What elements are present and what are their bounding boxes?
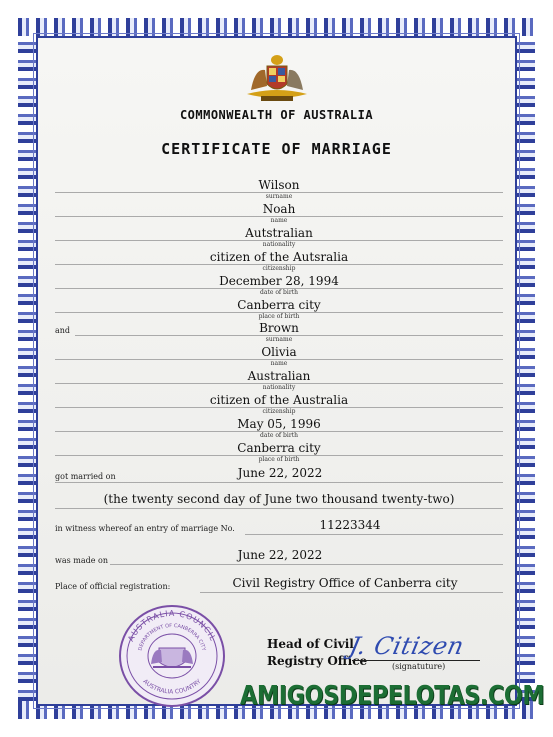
underline bbox=[245, 534, 503, 535]
underline bbox=[200, 592, 503, 593]
marriage-date: June 22, 2022 bbox=[237, 466, 323, 480]
party2-name-field bbox=[55, 345, 503, 369]
party1-surname: Wilson bbox=[258, 178, 300, 192]
party2-citizenship: citizen of the Australia bbox=[209, 393, 349, 407]
marriage-date-words: (the twenty second day of June two thousand twenty-two) bbox=[103, 492, 455, 506]
official-seal-icon bbox=[117, 604, 227, 708]
party1-surname-field bbox=[55, 178, 503, 202]
seal-bottom-text: AUSTRALIA COUNTRY bbox=[141, 678, 203, 696]
country-heading: COMMONWEALTH OF AUSTRALIA bbox=[179, 108, 374, 122]
underline bbox=[55, 482, 503, 483]
watermark-text: AMIGOSDEPELOTAS.COM bbox=[240, 681, 545, 711]
party1-citizenship-field bbox=[55, 250, 503, 274]
registration-place-label: Place of official registration: bbox=[55, 582, 171, 591]
caption: place of birth bbox=[258, 313, 300, 320]
certificate-title: CERTIFICATE OF MARRIAGE bbox=[161, 140, 392, 158]
party2-name: Olivia bbox=[261, 345, 297, 359]
caption: surname bbox=[265, 336, 293, 343]
signature-caption: (signatuture) bbox=[392, 662, 446, 671]
caption: date of birth bbox=[260, 289, 298, 296]
party1-pob-field bbox=[55, 298, 503, 322]
witness-label: in witness whereof an entry of marriage No. bbox=[55, 524, 235, 533]
party1-dob: December 28, 1994 bbox=[219, 274, 339, 288]
party2-dob-field bbox=[55, 417, 503, 441]
seal-inner-text: DEPARTMENT OF CANBERRA CITY bbox=[137, 622, 207, 652]
caption: citizenship bbox=[262, 408, 296, 415]
party2-pob: Canberra city bbox=[237, 441, 321, 455]
made-on-label: was made on bbox=[55, 556, 108, 565]
party2-dob: May 05, 1996 bbox=[237, 417, 321, 431]
signatory-title-line1: Head of Civil bbox=[267, 637, 354, 651]
party1-citizenship: citizen of the Autsralia bbox=[209, 250, 349, 264]
party1-pob: Canberra city bbox=[237, 298, 321, 312]
and-label: and bbox=[55, 326, 71, 335]
caption: citizenship bbox=[262, 265, 296, 272]
underline bbox=[55, 508, 503, 509]
handwritten-signature: J. Citizen bbox=[347, 632, 467, 660]
party2-pob-field bbox=[55, 441, 503, 465]
caption: nationality bbox=[262, 241, 296, 248]
party1-dob-field bbox=[55, 274, 503, 298]
party2-citizenship-field bbox=[55, 393, 503, 417]
made-on-date: June 22, 2022 bbox=[237, 548, 323, 562]
party2-nationality: Australian bbox=[247, 369, 311, 383]
got-married-label: got married on bbox=[55, 472, 116, 481]
party2-surname-field bbox=[55, 321, 503, 345]
underline bbox=[110, 564, 503, 565]
registration-place: Civil Registry Office of Canberra city bbox=[232, 576, 458, 590]
caption: date of birth bbox=[260, 432, 298, 439]
caption: surname bbox=[265, 193, 293, 200]
party2-nationality-field bbox=[55, 369, 503, 393]
seal-outer-text: AUSTRALIA COUNCIL bbox=[126, 608, 218, 643]
party1-nationality: Autstralian bbox=[245, 226, 313, 240]
party1-nationality-field bbox=[55, 226, 503, 250]
party2-surname: Brown bbox=[259, 321, 299, 335]
caption: name bbox=[270, 217, 288, 224]
caption: name bbox=[270, 360, 288, 367]
caption: nationality bbox=[262, 384, 296, 391]
party1-name: Noah bbox=[262, 202, 296, 216]
caption: place of birth bbox=[258, 456, 300, 463]
entry-number: 11223344 bbox=[319, 518, 381, 532]
coat-of-arms-icon bbox=[243, 50, 311, 104]
party1-name-field bbox=[55, 202, 503, 226]
signature-line bbox=[352, 660, 480, 661]
signatory-title-line2: Registry Office bbox=[267, 654, 368, 668]
